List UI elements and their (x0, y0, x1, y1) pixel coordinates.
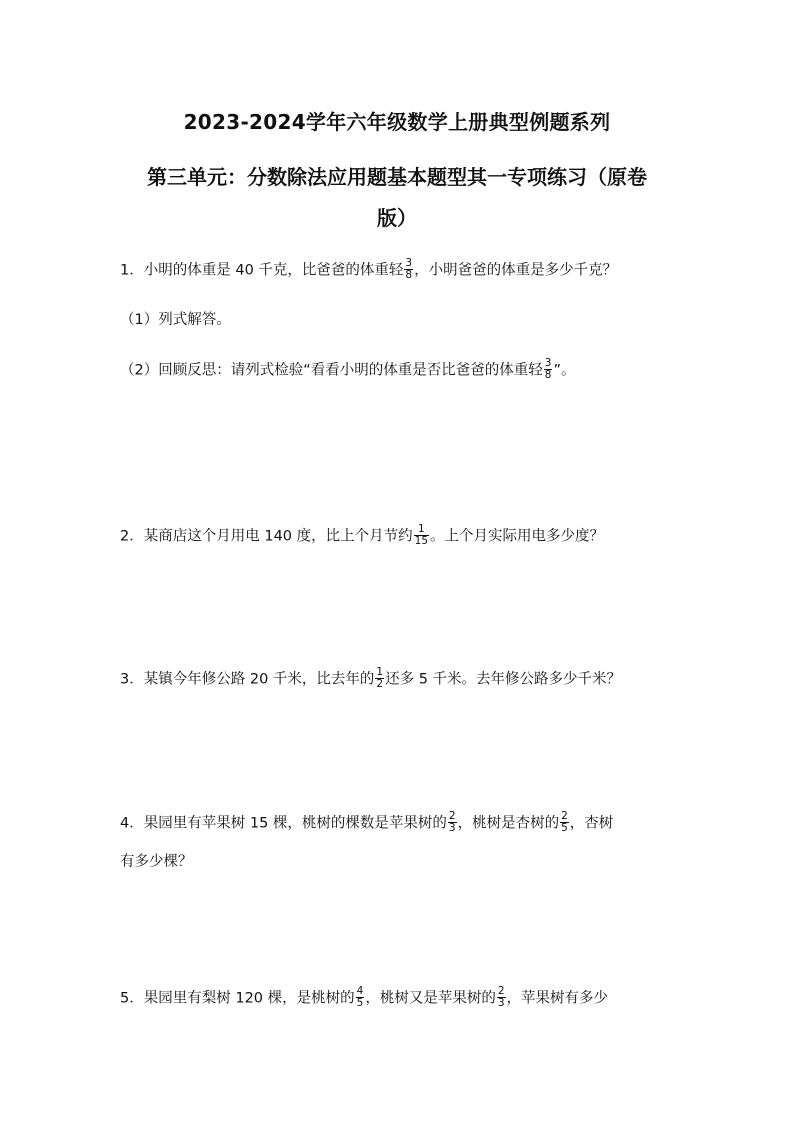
fraction (544, 358, 553, 381)
page-subtitle-continued: 版） (377, 206, 417, 230)
question-text: ，苹果树有多少 (506, 990, 609, 1007)
question-number: 5． (120, 990, 144, 1007)
question-text: 果园里有梨树 120 棵，是桃树的 (143, 990, 355, 1007)
question-4 (120, 812, 613, 835)
fraction-numerator: 3 (405, 257, 413, 269)
fraction (414, 524, 429, 547)
question-text: 果园里有苹果树 15 棵，桃树的棵数是苹果树的 (143, 815, 447, 832)
question-text: ，桃树是杏树的 (457, 815, 560, 832)
fraction-numerator: 3 (544, 357, 552, 369)
fraction-numerator: 4 (356, 985, 364, 997)
question-1-part-2 (120, 359, 575, 382)
fraction-denominator: 5 (356, 997, 364, 1009)
question-text: 。上个月实际用电多少度？ (430, 528, 605, 545)
fraction-denominator: 5 (561, 822, 568, 834)
question-number: 4． (120, 815, 144, 832)
fraction-numerator: 2 (497, 985, 505, 997)
fraction (404, 258, 413, 281)
sub-question-text: ”。 (553, 362, 576, 379)
fraction-numerator: 2 (561, 810, 568, 822)
question-text: 有多少棵？ (120, 854, 193, 870)
question-number: 1． (120, 262, 144, 279)
fraction-numerator: 2 (448, 810, 456, 822)
fraction-denominator: 15 (414, 535, 429, 547)
question-5 (120, 987, 608, 1010)
sub-question-text: （1）列式解答。 (120, 312, 231, 328)
question-4-continued (120, 852, 193, 872)
fraction-denominator: 3 (448, 822, 456, 834)
question-3 (120, 668, 621, 691)
question-number: 3． (120, 671, 144, 688)
page-title: 2023-2024学年六年级数学上册典型例题系列 (183, 110, 611, 134)
fraction-denominator: 8 (544, 369, 552, 381)
question-number: 2． (120, 528, 144, 545)
question-1-part-1 (120, 310, 231, 330)
question-text: ，桃树又是苹果树的 (365, 990, 496, 1007)
fraction-numerator: 1 (414, 524, 429, 536)
fraction-denominator: 8 (405, 269, 413, 281)
fraction (356, 986, 365, 1009)
sub-question-text: （2）回顾反思：请列式检验“看看小明的体重是否比爸爸的体重轻 (120, 362, 543, 379)
fraction-numerator: 1 (376, 666, 384, 678)
question-text: 某商店这个月用电 140 度，比上个月节约 (143, 528, 413, 545)
fraction (497, 986, 506, 1009)
question-2 (120, 525, 604, 548)
fraction-denominator: 3 (497, 997, 505, 1009)
question-text: ，小明爸爸的体重是多少千克？ (414, 262, 618, 279)
fraction-denominator: 2 (376, 678, 384, 690)
fraction (375, 667, 384, 690)
fraction (560, 811, 569, 834)
question-text: 还多 5 千米。去年修公路多少千米？ (385, 671, 622, 688)
question-text: 某镇今年修公路 20 千米，比去年的 (143, 671, 375, 688)
page-subtitle: 第三单元：分数除法应用题基本题型其一专项练习（原卷 (147, 165, 647, 189)
question-text: ，杏树 (569, 815, 614, 832)
question-text: 小明的体重是 40 千克，比爸爸的体重轻 (143, 262, 404, 279)
fraction (448, 811, 457, 834)
question-1 (120, 259, 617, 282)
